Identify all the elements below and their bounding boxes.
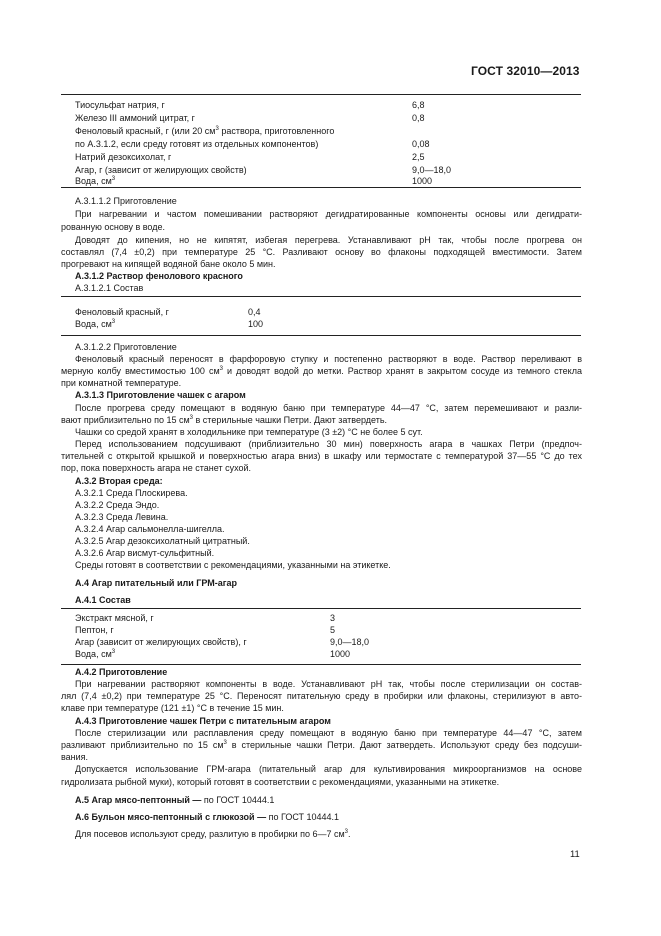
component-value: 0,08 <box>412 139 430 149</box>
component-value: 3 <box>330 613 336 623</box>
component-value: 0,8 <box>412 113 425 123</box>
superscript: 3 <box>189 415 194 421</box>
table-row <box>61 112 581 125</box>
text-part: в стерильные чашки Петри. Дают затвердеть. <box>193 415 388 425</box>
component-name <box>75 125 334 138</box>
paragraph-line: при комнатной температуре. <box>61 378 182 388</box>
list-item: А.3.2.1 Среда Плоскирева. <box>75 488 188 498</box>
component-name: Пептон, г <box>75 625 114 635</box>
text-part: и доводят водой до метки. Раствор хранят в закрытом сосуде из темного стекла <box>222 366 582 376</box>
component-value: 6,8 <box>412 100 425 110</box>
paragraph-line <box>75 828 582 841</box>
paragraph-line: Чашки со средой хранят в холодильнике при температуре (3 ±2) °С не более 5 сут. <box>75 427 423 437</box>
paragraph-line: При нагревании и частом помешивании растворяют дегидратированные компоненты основы или дегидрати- <box>75 209 582 219</box>
component-name: Натрий дезоксихолат, г <box>75 152 172 162</box>
section-title: А.5 Агар мясо-пептонный — <box>75 795 202 805</box>
list-item: А.3.2.5 Агар дезоксихолатный цитратный. <box>75 536 250 546</box>
component-value: 2,5 <box>412 152 425 162</box>
paragraph-line: рованную основу в воде. <box>61 222 165 232</box>
superscript: 3 <box>219 366 223 372</box>
composition-table-2 <box>61 296 581 336</box>
paragraph-line: прогревают на кипящей водяной бане около 5 мин. <box>61 259 276 269</box>
table-row <box>61 138 581 151</box>
section-heading: А.4.3 Приготовление чашек Петри с питательным агаром <box>75 716 331 726</box>
paragraph-line: тительней с открытой крышкой и поверхностью агара вниз) в шкафу или термостате с температурой 37—55 °С до тех <box>61 451 582 461</box>
superscript: 3 <box>111 319 116 325</box>
paragraph-line: пор, пока поверхность агара не станет сухой. <box>61 463 252 473</box>
section-heading: А.3.1.2 Раствор фенолового красного <box>75 271 243 281</box>
component-value: 100 <box>248 319 264 329</box>
section-title: А.6 Бульон мясо-пептонный с глюкозой — <box>75 812 267 822</box>
paragraph-line: составлял (7,4 ±0,2) при температуре 25 °С. Разливают основу во флаконы подходящей вместимости. Затем <box>61 247 582 257</box>
component-name-part: Феноловый красный, г (или 20 см <box>75 126 216 136</box>
section-heading <box>75 794 582 807</box>
component-name: Агар, г (зависит от желирующих свойств) <box>75 165 247 175</box>
table-row <box>61 318 581 331</box>
component-name-part: Вода, см <box>75 319 112 329</box>
superscript: 3 <box>344 829 349 835</box>
component-name: Феноловый красный, г <box>75 307 169 317</box>
paragraph-line: Допускается использование ГРМ-агара (питательный агар для культивирования микроорганизмов на основе <box>75 764 582 774</box>
component-name: Тиосульфат натрия, г <box>75 100 165 110</box>
component-value: 9,0—18,0 <box>412 165 452 175</box>
component-value: 1000 <box>412 176 433 186</box>
component-value: 1000 <box>330 649 351 659</box>
text-part: Для посевов используют среду, разлитую в пробирки по 6—7 см <box>75 829 345 839</box>
component-value: 0,4 <box>248 307 261 317</box>
paragraph-line: После стерилизации или расплавления среду помещают в водяную баню при температуре 44—47 °С, затем <box>75 728 582 738</box>
table-row <box>61 648 581 661</box>
component-name <box>75 318 115 331</box>
component-name: Экстракт мясной, г <box>75 613 154 623</box>
component-name: по А.3.1.2, если среду готовят из отдельных компонентов) <box>75 139 319 149</box>
superscript: 3 <box>223 740 227 746</box>
paragraph-line: гидролизата рыбной муки), который готовят в соответствии с рекомендациями, указанными на этикетке. <box>61 777 500 787</box>
table-row <box>61 175 581 188</box>
table-row <box>61 125 581 138</box>
component-name-tail: раствора, приготовленного <box>218 126 335 136</box>
section-heading: А.4.2 Приготовление <box>75 667 168 677</box>
table-row <box>61 99 581 112</box>
list-item: А.3.2.6 Агар висмут-сульфитный. <box>75 548 215 558</box>
paragraph-line: лял (7,4 ±0,2) при температуре 25 °С. Переносят питательную среду в пробирки или флаконы, стерилизуют в авто- <box>61 691 582 701</box>
section-heading: А.4 Агар питательный или ГРМ-агар <box>75 578 237 588</box>
document-code-header: ГОСТ 32010—2013 <box>471 64 580 78</box>
paragraph-line: Феноловый красный переносят в фарфоровую ступку и постепенно растворяют в воде. Раствор переливают в <box>75 354 582 364</box>
component-name-part: Вода, см <box>75 649 112 659</box>
text-part: разливают приблизительно по 15 см <box>61 740 224 750</box>
composition-table-1 <box>61 94 581 188</box>
superscript: 3 <box>215 126 219 132</box>
subsection-heading: А.3.1.2.1 Состав <box>75 283 144 293</box>
component-name: Агар (зависит от желирующих свойств), г <box>75 637 247 647</box>
table-row <box>61 151 581 164</box>
section-heading: А.3.2 Вторая среда: <box>75 476 163 486</box>
text-part: в стерильные чашки Петри. Дают затвердеть. Используют среду без подсуши- <box>226 740 583 750</box>
list-item: А.3.2.4 Агар сальмонелла-шигелла. <box>75 524 225 534</box>
paragraph-line: Доводят до кипения, но не кипятят, избегая перегрева. Устанавливают pH так, чтобы после прогрева он <box>75 235 582 245</box>
paragraph-line: вания. <box>61 752 89 762</box>
superscript: 3 <box>111 649 116 655</box>
page-number: 11 <box>570 848 580 859</box>
component-name <box>75 648 115 661</box>
section-heading <box>75 811 582 824</box>
paragraph-line: После прогрева среду помещают в водяную баню при температуре 44—47 °С, затем перемешивают и разли- <box>75 403 582 413</box>
paragraph-line: Перед использованием подсушивают (приблизительно 30 мин) поверхность агара в чашках Петри (предпоч- <box>75 439 582 449</box>
component-name-part: Вода, см <box>75 176 112 186</box>
paragraph-line: клаве при температуре (121 ±1) °С в течение 15 мин. <box>61 703 284 713</box>
composition-table-3 <box>61 608 581 665</box>
list-item: А.3.2.2 Среда Эндо. <box>75 500 160 510</box>
section-heading: А.3.1.3 Приготовление чашек с агаром <box>75 390 246 400</box>
superscript: 3 <box>111 176 116 182</box>
component-value: 9,0—18,0 <box>330 637 370 647</box>
standard-reference: по ГОСТ 10444.1 <box>266 812 340 822</box>
section-heading: А.3.1.1.2 Приготовление <box>75 196 177 206</box>
list-item: А.3.2.3 Среда Левина. <box>75 512 169 522</box>
standard-reference: по ГОСТ 10444.1 <box>201 795 275 805</box>
paragraph-line: Среды готовят в соответствии с рекомендациями, указанными на этикетке. <box>75 560 391 570</box>
text-part: вают приблизительно по 15 см <box>61 415 190 425</box>
text-part: . <box>348 829 351 839</box>
component-name: Железо III аммоний цитрат, г <box>75 113 195 123</box>
component-name <box>75 175 115 188</box>
text-part: мерную колбу вместимостью 100 см <box>61 366 220 376</box>
subsection-heading: А.4.1 Состав <box>75 595 131 605</box>
paragraph-line: При нагревании растворяют компоненты в воде. Устанавливают pH так, чтобы после стерилизации он состав- <box>75 679 582 689</box>
component-value: 5 <box>330 625 336 635</box>
section-heading: А.3.1.2.2 Приготовление <box>75 342 177 352</box>
